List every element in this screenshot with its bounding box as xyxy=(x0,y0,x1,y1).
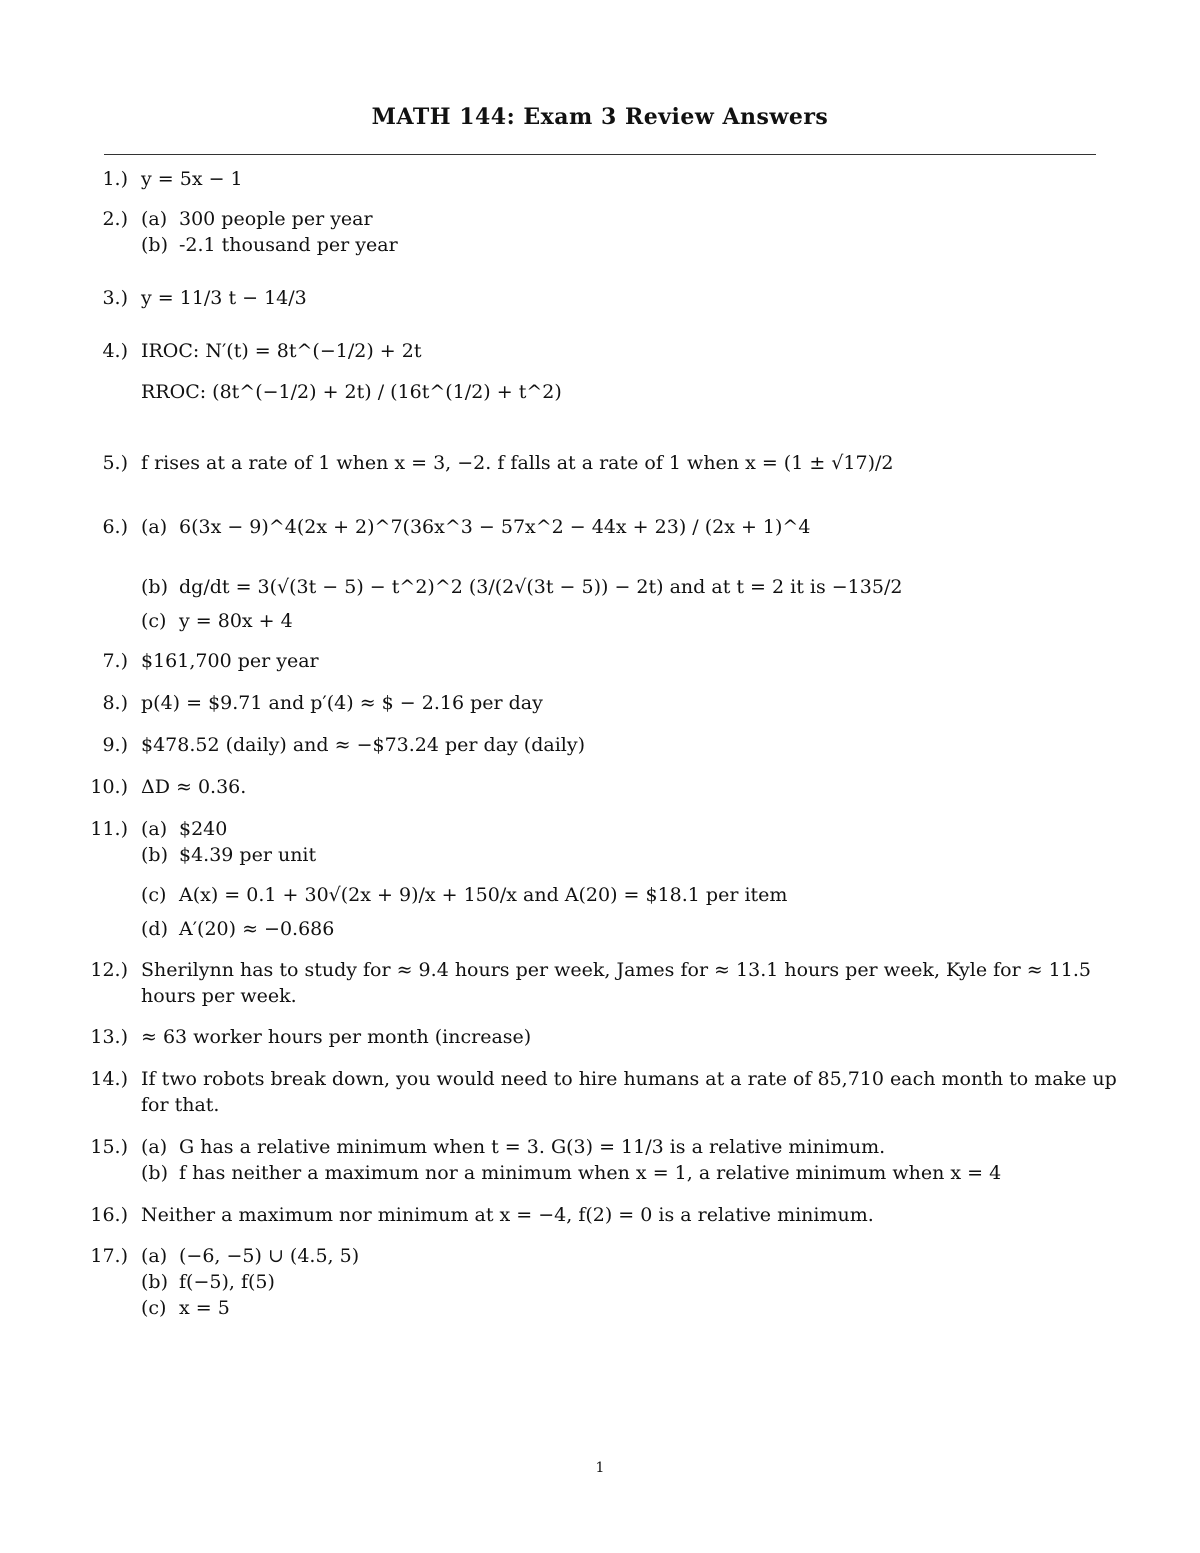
part-label: (b) xyxy=(141,576,168,598)
answer-text: ≈ 63 worker hours per month (increase) xyxy=(141,1026,532,1048)
answer-formula: dg/dt = 3(√(3t − 5) − t^2)^2 (3/(2√(3t − 5)) − 2t) and at t = 2 it is −135/2 xyxy=(179,576,903,598)
item-number: 2.) xyxy=(102,208,128,230)
answer-formula: y = 11/3 t − 14/3 xyxy=(141,287,307,309)
item-number: 8.) xyxy=(102,692,128,714)
answer-text: $240 xyxy=(179,818,228,840)
item-number: 1.) xyxy=(102,168,128,190)
answer-text-line-1: Sherilynn has to study for ≈ 9.4 hours per week, James for ≈ 13.1 hours per week, Kyle for ≈ 11.5 xyxy=(141,959,1091,981)
part-label: (a) xyxy=(141,1136,168,1158)
answer-text: $161,700 per year xyxy=(141,650,319,672)
iroc-formula: IROC: N′(t) = 8t^(−1/2) + 2t xyxy=(141,340,422,362)
part-label: (c) xyxy=(141,1297,167,1319)
part-label: (b) xyxy=(141,234,168,256)
answer-text: $478.52 (daily) and ≈ −$73.24 per day (daily) xyxy=(141,734,586,756)
answer-text-line-2: hours per week. xyxy=(141,985,297,1007)
answer-text: (−6, −5) ∪ (4.5, 5) xyxy=(179,1245,360,1267)
item-number: 14.) xyxy=(90,1068,128,1090)
rroc-formula: RROC: (8t^(−1/2) + 2t) / (16t^(1/2) + t^2) xyxy=(141,381,562,403)
item-number: 11.) xyxy=(90,818,128,840)
title-rule xyxy=(104,154,1096,155)
item-number: 12.) xyxy=(90,959,128,981)
item-number: 7.) xyxy=(102,650,128,672)
answer-text: G has a relative minimum when t = 3. G(3) = 11/3 is a relative minimum. xyxy=(179,1136,886,1158)
answer-text-line-2: for that. xyxy=(141,1094,220,1116)
part-label: (a) xyxy=(141,516,168,538)
item-number: 10.) xyxy=(90,776,128,798)
answer-text: f has neither a maximum nor a minimum when x = 1, a relative minimum when x = 4 xyxy=(179,1162,1002,1184)
answer-formula: A(x) = 0.1 + 30√(2x + 9)/x + 150/x and A(20) = $18.1 per item xyxy=(179,884,788,906)
answer-text: Neither a maximum nor minimum at x = −4, f(2) = 0 is a relative minimum. xyxy=(141,1204,874,1226)
item-number: 13.) xyxy=(90,1026,128,1048)
page-number: 1 xyxy=(595,1460,605,1476)
part-label: (d) xyxy=(141,918,168,940)
answer-formula: y = 80x + 4 xyxy=(179,610,293,632)
answer-formula: A′(20) ≈ −0.686 xyxy=(179,918,335,940)
answer-text-line-1: If two robots break down, you would need to hire humans at a rate of 85,710 each month to make up xyxy=(141,1068,1117,1090)
answer-text: f(−5), f(5) xyxy=(179,1271,275,1293)
answer-text: 300 people per year xyxy=(179,208,373,230)
item-number: 5.) xyxy=(102,452,128,474)
answer-text: f rises at a rate of 1 when x = 3, −2. f falls at a rate of 1 when x = (1 ± √17)/2 xyxy=(141,452,894,474)
part-label: (b) xyxy=(141,1162,168,1184)
item-number: 15.) xyxy=(90,1136,128,1158)
item-number: 6.) xyxy=(102,516,128,538)
item-number: 17.) xyxy=(90,1245,128,1267)
answer-formula: 6(3x − 9)^4(2x + 2)^7(36x^3 − 57x^2 − 44x + 23) / (2x + 1)^4 xyxy=(179,516,811,538)
part-label: (b) xyxy=(141,1271,168,1293)
part-label: (c) xyxy=(141,610,167,632)
item-number: 16.) xyxy=(90,1204,128,1226)
part-label: (a) xyxy=(141,1245,168,1267)
part-label: (a) xyxy=(141,818,168,840)
part-label: (c) xyxy=(141,884,167,906)
answer-text: y = 5x − 1 xyxy=(141,168,243,190)
item-number: 3.) xyxy=(102,287,128,309)
answer-text: -2.1 thousand per year xyxy=(179,234,398,256)
item-number: 4.) xyxy=(102,340,128,362)
item-number: 9.) xyxy=(102,734,128,756)
answer-text: x = 5 xyxy=(179,1297,230,1319)
answer-text: $4.39 per unit xyxy=(179,844,317,866)
answer-text: p(4) = $9.71 and p′(4) ≈ $ − 2.16 per day xyxy=(141,692,543,714)
part-label: (a) xyxy=(141,208,168,230)
part-label: (b) xyxy=(141,844,168,866)
answer-text: ΔD ≈ 0.36. xyxy=(141,776,247,798)
page-title: MATH 144: Exam 3 Review Answers xyxy=(371,104,829,130)
